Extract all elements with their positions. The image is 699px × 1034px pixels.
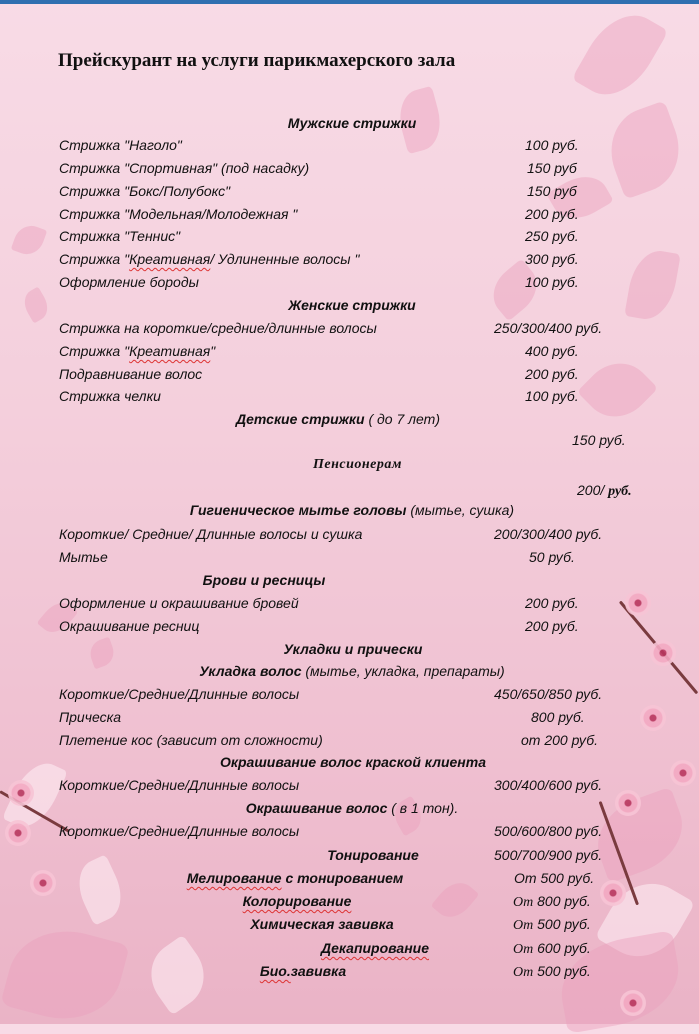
- section-women: Женские стрижки: [288, 297, 416, 313]
- blossom-decoration: [650, 640, 676, 666]
- text-part: ( до 7 лет): [368, 411, 440, 427]
- text-part: ": [210, 343, 216, 359]
- price-item-name: Короткие/Средние/Длинные волосы: [59, 686, 300, 702]
- price-item-name: Стрижка "Модельная/Молодежная ": [59, 206, 298, 222]
- text-part: 200/: [577, 482, 605, 498]
- kids-price: 150 руб.: [572, 432, 626, 448]
- petal-decoration: [431, 875, 480, 925]
- price-item-name: Оформление и окрашивание бровей: [59, 595, 299, 611]
- price-item-name: Стрижка "Спортивная" (под насадку): [59, 160, 310, 176]
- text-part: Креативная: [129, 343, 211, 359]
- price-item-price: 200 руб.: [525, 206, 579, 222]
- price-item-price: 150 руб: [527, 160, 577, 176]
- section-bio: [260, 963, 346, 979]
- section-chem: Химическая завивка: [250, 916, 394, 932]
- price-item-price: 450/650/850 руб.: [494, 686, 603, 702]
- highlight-price: От 500 руб.: [514, 870, 595, 886]
- blossom-decoration: [600, 880, 626, 906]
- price-item-name: Оформление бороды: [59, 274, 199, 290]
- price-item-name: Стрижка на короткие/средние/длинные волосы: [59, 320, 377, 336]
- price-item-price: 250 руб.: [525, 228, 579, 244]
- blossom-decoration: [30, 870, 56, 896]
- text-part: завивка: [290, 963, 347, 979]
- text-part: / Удлиненные волосы ": [210, 251, 360, 267]
- price-item-name: Стрижка челки: [59, 388, 161, 404]
- blossom-decoration: [615, 790, 641, 816]
- petal-decoration: [19, 287, 53, 324]
- price-item-price: 150 руб: [527, 183, 577, 199]
- toning-price: 500/700/900 руб.: [494, 847, 603, 863]
- price-item-name: Короткие/Средние/Длинные волосы: [59, 823, 300, 839]
- price-item-price: 300/400/600 руб.: [494, 777, 603, 793]
- text-part: От: [513, 895, 534, 910]
- price-item-price: 200/300/400 руб.: [494, 526, 603, 542]
- section-pensioners: Пенсионерам: [313, 457, 402, 472]
- price-item-price: 200 руб.: [525, 618, 579, 634]
- text-part: Стрижка ": [59, 251, 130, 267]
- pensioners-price: [577, 482, 632, 500]
- text-part: Декапирование: [320, 940, 430, 956]
- price-item-price: 100 руб.: [525, 274, 579, 290]
- text-part: Креативная: [129, 251, 211, 267]
- price-item-name: Стрижка "Бокс/Полубокс": [59, 183, 231, 199]
- blossom-decoration: [5, 820, 31, 846]
- text-part: От: [513, 965, 534, 980]
- chem-price: [513, 916, 591, 934]
- text-part: 500 руб.: [533, 963, 591, 979]
- text-part: От: [513, 942, 534, 957]
- price-item-price: 50 руб.: [529, 549, 575, 565]
- text-part: От: [513, 918, 534, 933]
- price-item-price: 300 руб.: [525, 251, 579, 267]
- price-item-name: Мытье: [59, 549, 108, 565]
- petal-decoration: [0, 917, 130, 1032]
- text-part: Био.: [259, 963, 291, 979]
- price-item-price: 100 руб.: [525, 388, 579, 404]
- section-styling-sub: [199, 663, 504, 679]
- petal-decoration: [11, 221, 48, 259]
- price-item-price: 250/300/400 руб.: [494, 320, 603, 336]
- price-item-price: 200 руб.: [525, 366, 579, 382]
- price-item-name: Стрижка "Теннис": [59, 228, 181, 244]
- text-part: 600 руб.: [533, 940, 591, 956]
- section-men: Мужские стрижки: [287, 115, 417, 131]
- text-part: 800 руб.: [533, 893, 591, 909]
- section-client-dye: Окрашивание волос краской клиента: [220, 754, 486, 770]
- bio-price: [513, 963, 591, 981]
- text-part: Укладка волос: [199, 663, 302, 679]
- price-item-name: Короткие/Средние/Длинные волосы: [59, 777, 300, 793]
- section-styling: Укладки и прически: [283, 641, 423, 657]
- text-part: руб.: [608, 484, 632, 499]
- section-highlight: [187, 870, 404, 886]
- text-part: Детские стрижки: [236, 411, 365, 427]
- section-brows: Брови и ресницы: [202, 572, 326, 588]
- blossom-decoration: [620, 990, 646, 1016]
- petal-decoration: [69, 854, 131, 925]
- blossom-decoration: [670, 760, 696, 786]
- text-part: (мытье, сушка): [410, 502, 515, 518]
- text-part: Гигиеническое мытье головы: [189, 502, 407, 518]
- petal-decoration: [577, 349, 658, 430]
- section-wash: [190, 502, 514, 518]
- petal-decoration: [624, 247, 680, 324]
- text-part: Мелирование: [186, 870, 282, 886]
- coloring-price: [513, 893, 591, 911]
- price-item-name: [59, 343, 215, 359]
- petal-decoration: [483, 259, 547, 322]
- price-item-price: 800 руб.: [531, 709, 585, 725]
- text-part: с тонированием: [281, 870, 404, 886]
- decap-price: [513, 940, 591, 958]
- text-part: Колорирование: [242, 893, 352, 909]
- text-part: Окрашивание волос: [245, 800, 388, 816]
- blossom-decoration: [625, 590, 651, 616]
- blossom-decoration: [8, 780, 34, 806]
- petal-decoration: [86, 637, 117, 670]
- price-item-name: Прическа: [59, 709, 121, 725]
- text-part: ( в 1 тон).: [391, 800, 459, 816]
- price-item-price: от 200 руб.: [521, 732, 598, 748]
- price-item-price: 100 руб.: [525, 137, 579, 153]
- price-item-name: [59, 251, 359, 267]
- text-part: Стрижка ": [59, 343, 130, 359]
- page-title: Прейскурант на услуги парикмахерского зала: [58, 50, 456, 71]
- section-dye: [246, 800, 458, 816]
- text-part: 500 руб.: [533, 916, 591, 932]
- petal-decoration: [572, 1, 669, 109]
- top-border: [0, 0, 699, 4]
- price-item-price: 200 руб.: [525, 595, 579, 611]
- price-item-name: Окрашивание ресниц: [59, 618, 200, 634]
- petal-decoration: [598, 100, 691, 199]
- section-coloring: [243, 893, 352, 909]
- blossom-decoration: [640, 705, 666, 731]
- price-item-price: 500/600/800 руб.: [494, 823, 603, 839]
- price-item-name: Плетение кос (зависит от сложности): [59, 732, 323, 748]
- price-item-name: Стрижка "Наголо": [59, 137, 182, 153]
- section-toning: Тонирование: [327, 847, 419, 863]
- petal-decoration: [138, 935, 217, 1016]
- text-part: (мытье, укладка, препараты): [305, 663, 505, 679]
- price-item-price: 400 руб.: [525, 343, 579, 359]
- price-item-name: Подравнивание волос: [59, 366, 203, 382]
- section-kids: [236, 411, 440, 427]
- section-decap: [321, 940, 429, 956]
- price-item-name: Короткие/ Средние/ Длинные волосы и сушка: [59, 526, 363, 542]
